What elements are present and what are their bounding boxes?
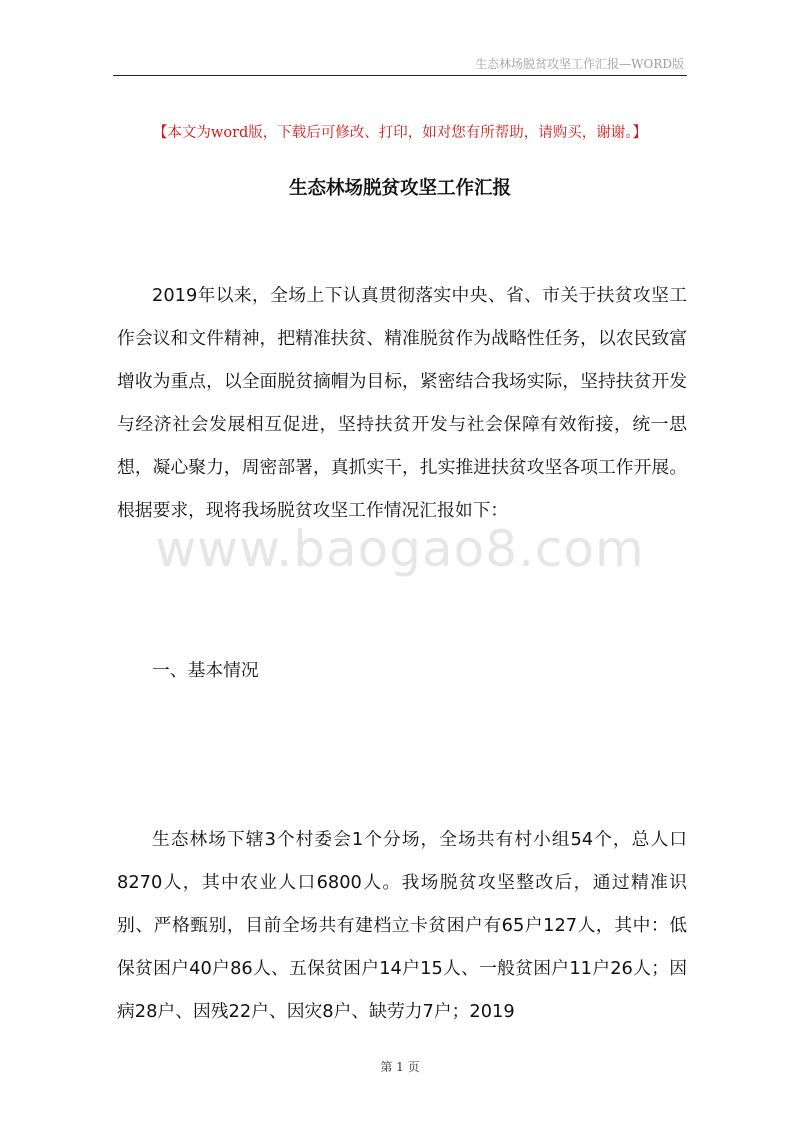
intro-paragraph: 2019年以来，全场上下认真贯彻落实中央、省、市关于扶贫攻坚工作会议和文件精神，把精准扶贫、精准脱贫作为战略性任务，以农民致富增收为重点，以全面脱贫摘帽为目标，紧密结合我场实际，坚持扶贫开发与经济社会发展相互促进，坚持扶贫开发与社会保障有效衔接，统一思想，凝心聚力，周密部署，真抓实干，扎实推进扶贫攻坚各项工作开展。根据要求，现将我场脱贫攻坚工作情况汇报如下： — [117, 285, 687, 521]
site-watermark: www.baogao8.com — [155, 520, 645, 578]
basic-info-paragraph: 生态林场下辖3个村委会1个分场，全场共有村小组54个，总人口8270人，其中农业人口6800人。我场脱贫攻坚整改后，通过精准识别、严格甄别，目前全场共有建档立卡贫困户有65户127人，其中：低保贫困户40户86人、五保贫困户14户15人、一般贫困户11户26人；因病28户、因残22户、因灾8户、缺劳力7户；2019 — [117, 829, 687, 1022]
page-number: 第 1 页 — [380, 1060, 420, 1074]
header-divider — [113, 75, 687, 76]
purchase-notice: 【本文为word版，下载后可修改、打印，如对您有所帮助，请购买，谢谢。】 — [152, 125, 648, 141]
document-title: 生态林场脱贫攻坚工作汇报 — [288, 178, 511, 199]
running-header: 生态林场脱贫攻坚工作汇报—WORD版 — [475, 57, 684, 71]
section-heading-basic-info: 一、基本情况 — [152, 660, 259, 681]
